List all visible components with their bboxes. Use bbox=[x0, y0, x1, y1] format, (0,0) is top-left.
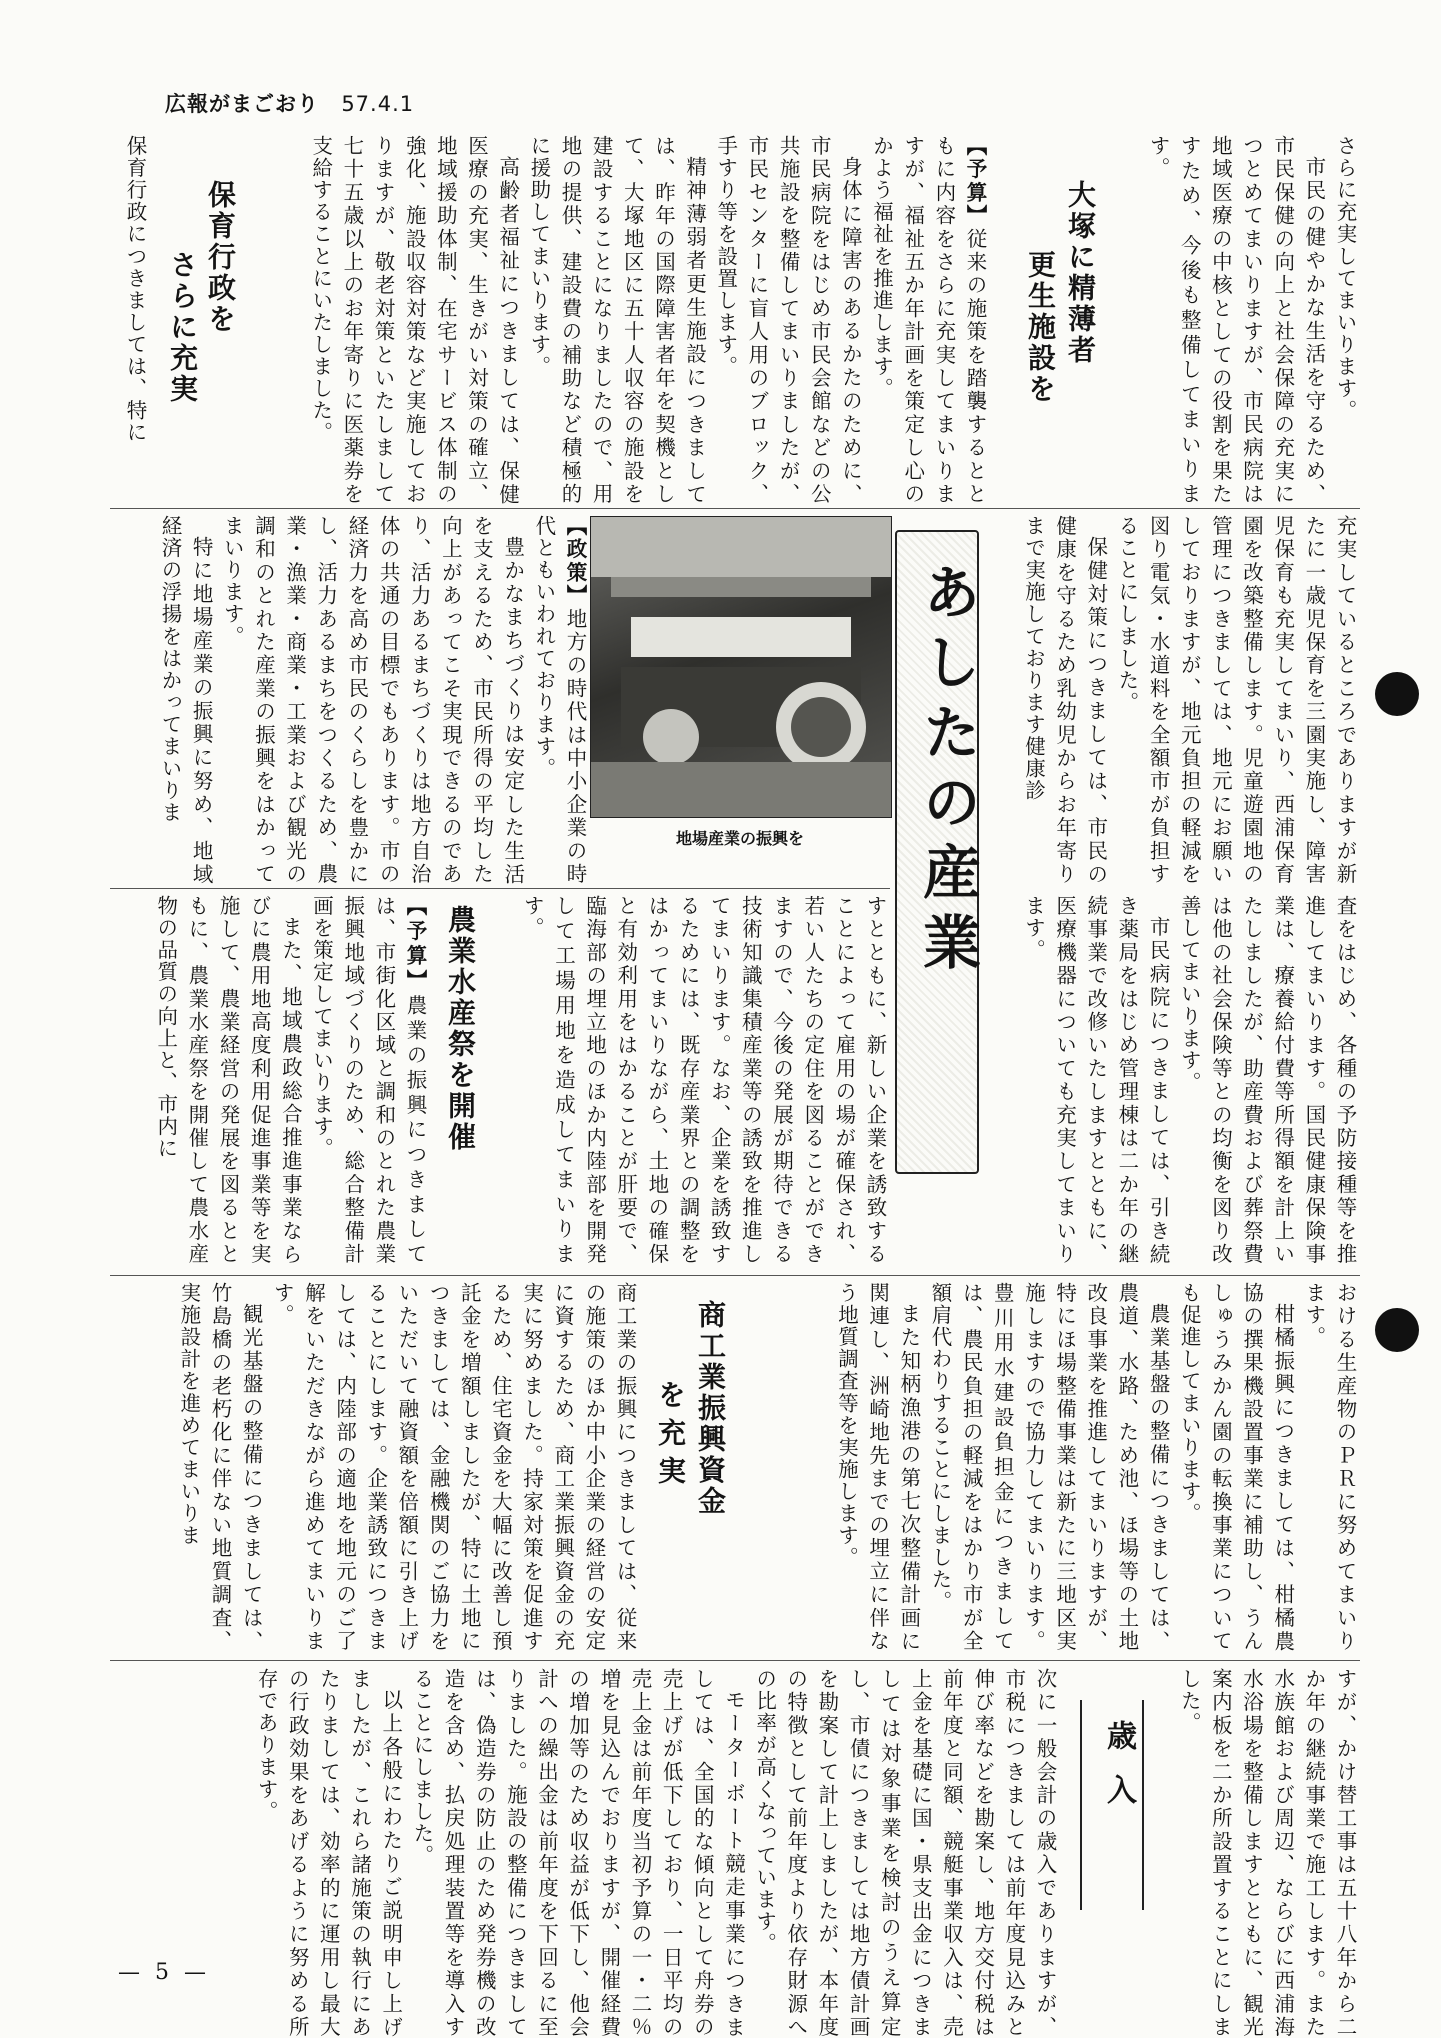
issue-date: 57.4.1 bbox=[341, 92, 415, 116]
factory-photo bbox=[590, 516, 892, 818]
paragraph: 保育行政につきましては、特に bbox=[123, 135, 147, 444]
revenue-heading-box bbox=[1080, 1700, 1144, 1910]
paragraph: また、地域農政総合推進事業ならびに農用地高度利用促進事業等を実施して、農業経営の発展を図るとともに、農業水産祭を開催して農水産物の品質の向上と、市内に bbox=[153, 895, 303, 1265]
section-divider bbox=[110, 1275, 1360, 1276]
section-divider bbox=[110, 1660, 1360, 1661]
paragraph: 市民病院につきましては、引き続き薬局をはじめ管理棟は二か年の継続事業で改修いたしますとともに、医療機器についても充実してまいります。 bbox=[1021, 895, 1171, 1265]
publication-header bbox=[165, 88, 414, 118]
article-column bbox=[110, 1282, 640, 1652]
paragraph: すが、かけ替工事は五十八年から二か年の継続事業で施工します。また水族館および周辺、ならびに西浦海水浴場を整備しますとともに、観光案内板を二か所設置することにしました。 bbox=[1177, 1668, 1357, 2038]
paragraph: 農業の振興につきましては、市街化区域と調和のとれた農業振興地域づくりのため、総合整備計画を策定してまいります。 bbox=[309, 895, 427, 1265]
paragraph: おける生産物のＰＲに努めてまいります。 bbox=[1301, 1282, 1357, 1652]
feature-title-box bbox=[895, 530, 979, 1174]
paragraph: 柑橘振興につきましては、柑橘農協の撰果機設置事業に補助し、うんしゅうみかん園の転換事業についても促進してまいります。 bbox=[1177, 1282, 1295, 1652]
paragraph: 保健対策につきましては、市民の健康を守るため乳幼児からお年寄りまで実施しております健康診 bbox=[1021, 515, 1108, 885]
section-divider bbox=[110, 508, 1360, 509]
paragraph: 従来の施策を踏襲するとともに内容をさらに充実してまいりますが、福祉五か年計画を策定し心のかよう福祉を推進します。 bbox=[869, 135, 987, 505]
binding-hole-icon bbox=[1375, 672, 1419, 716]
loom-machine-photo-icon bbox=[591, 517, 891, 817]
heading-otsuka-1: 大塚に精薄者 bbox=[1064, 180, 1097, 366]
paragraph: 充実しているところでありますが新たに一歳児保育を三園実施し、障害児保育も充実してまいり、西浦保育園を改築整備します。児童遊園地の管理につきましては、地元にお願いしておりますが、地元負担の軽減を図り電気・水道料を全額市が負担することにしました。 bbox=[1114, 515, 1357, 885]
budget-tag: 【予算】 bbox=[963, 135, 987, 228]
paragraph: 市民の健やかな生活を守るため、市民保健の向上と社会保障の充実につとめてまいりますが、市民病院は地域医療の中核としての役割を果たすため、今後も整備してまいります。 bbox=[1146, 135, 1326, 505]
paragraph: 商工業の振興につきましては、従来の施策のほか中小企業の経営の安定に資するため、商工業振興資金の充実に努めました。持家対策を促進するため、住宅資金を大幅に改善し預託金を増額しましたが、特に土地につきましては、金融機関のご協力をいただいて融資額を倍額に引き上げることにします。企業誘致につきましては、内陸部の適地を地元のご了解をいただきながら進めてまいります。 bbox=[270, 1282, 637, 1652]
article-column bbox=[110, 135, 990, 505]
budget-tag: 【予算】 bbox=[403, 895, 427, 995]
paragraph: 精神薄弱者更生施設につきましては、昨年の国際障害者年を契機として、大塚地区に五十人収容の施設を建設することになりましたので、用地の提供、建設費の補助など積極的に援助してまいります。 bbox=[526, 135, 707, 505]
article-column bbox=[110, 895, 430, 1265]
paragraph: 以上各般にわたりご説明申し上げましたが、これら諸施策の執行にあたりましては、効率的に運用し最大の行政効果をあげるように努める所存であります。 bbox=[254, 1668, 403, 2038]
paragraph: 身体に障害のあるかたのために、市民病院をはじめ市民会館などの公共施設を整備してまいりましたが、市民センターに盲人用のブロック、手すり等を設置します。 bbox=[713, 135, 863, 505]
binding-hole-icon bbox=[1375, 1308, 1419, 1352]
article-column bbox=[110, 135, 150, 505]
paragraph: さらに充実してまいります。 bbox=[1333, 135, 1357, 422]
paragraph: 特に地場産業の振興に努め、地域経済の浮揚をはかってまいりま bbox=[157, 515, 214, 885]
paragraph: 査をはじめ、各種の予防接種等を推進してまいります。国民健康保険事業は、療養給付費等所得額を計上いたしましたが、助産費および葬祭費は他の社会保険等との均衡を図り改善してまいります。 bbox=[1177, 895, 1357, 1265]
policy-tag: 【政策】 bbox=[563, 515, 587, 608]
paragraph: 地方の時代は中小企業の時代ともいわれております。 bbox=[531, 515, 587, 885]
paragraph: 高齢者福祉につきましては、保健医療の充実、生きがい対策の確立、地域援助体制、在宅サービス体制の強化、施設収容対策など実施しておりますが、敬老対策といたしまして七十五歳以上のお年寄りに医薬券を支給することにいたしました。 bbox=[308, 135, 520, 505]
heading-hoiku-1: 保育行政を bbox=[204, 180, 237, 335]
paragraph: また知柄漁港の第七次整備計画に関連し、洲崎地先までの埋立に伴なう地質調査等を実施します。 bbox=[834, 1282, 921, 1652]
heading-hoiku-2: さらに充実 bbox=[166, 250, 199, 405]
paragraph: すとともに、新しい企業を誘致することによって雇用の場が確保され、若い人たちの定住を図ることができますので、今後の発展が期待できる技術知識集積産業等の誘致を推進してまいります。なお、企業を誘致するためには、既存産業界との調整をはかってまいりながら、土地の確保と有効利用をはかることが肝要で、臨海部の埋立地のほか内陸部を開発して工場用地を造成してまいります。 bbox=[520, 895, 887, 1265]
article-column bbox=[1165, 1668, 1360, 2038]
heading-otsuka-2: 更生施設を bbox=[1024, 250, 1057, 405]
heading-shoko-2: を充実 bbox=[654, 1380, 687, 1494]
paragraph: 農業基盤の整備につきましては、農道、水路、ため池、ほ場等の土地改良事業を推進してまいりますが、特にほ場整備事業は新たに三地区実施しますので協力してまいります。豊川用水建設負担金につきましては、農民負担の軽減をはかり市が全額肩代わりすることにしました。 bbox=[927, 1282, 1171, 1652]
article-column bbox=[490, 895, 890, 1265]
article-column bbox=[740, 1282, 1360, 1652]
page-number: — 5 — bbox=[118, 1960, 210, 1985]
heading-shoko-1: 商工業振興資金 bbox=[694, 1300, 727, 1517]
feature-title: あしたの産業 bbox=[913, 562, 981, 982]
article-column bbox=[985, 515, 1360, 885]
paragraph: 次に一般会計の歳入でありますが、市税につきましては前年度見込みと伸び率などを勘案し、地方交付税は前年度と同額、競艇事業収入は、売上金を基礎に国・県支出金につきましては対象事業を検討のうえ算定し、市債につきましては地方債計画を勘案して計上しましたが、本年度の特徴として前年度より依存財源への比率が高くなっています。 bbox=[752, 1668, 1057, 2038]
heading-sainyu: 歳入 bbox=[1101, 1720, 1136, 1828]
photo-caption: 地場産業の振興を bbox=[675, 829, 804, 848]
section-divider bbox=[110, 888, 890, 889]
paragraph: 豊かなまちづくりは安定した生活を支えるため、市民所得の平均した向上があってこそ実現できるのであり、活力あるまちづくりは地方自治体の共通の目標でもあります。市の経済力を高め市民のくらしを豊かにし、活力あるまちをつくるため、農業・漁業・商業・工業および観光の調和のとれた産業の振興をはかってまいります。 bbox=[220, 515, 525, 885]
article-column bbox=[985, 895, 1360, 1265]
paragraph: 観光基盤の整備につきましては、竹島橋の老朽化に伴ない地質調査、実施設計を進めてまいりま bbox=[176, 1282, 264, 1652]
article-column bbox=[110, 515, 590, 885]
publication-name: 広報がまごおり bbox=[165, 92, 319, 116]
paragraph: モーターボート競走事業につきましては、全国的な傾向として舟券の売上げが低下しており、一日平均の売上金は前年度当初予算の一・二％増を見込んでおりますが、開催経費の増加等のため収益が低下し、他会計への繰出金は前年度を下回るに至りました。施設の整備につきましては、偽造券の防止のため発券機の改造を含め、払戻処理装置等を導入することにしました。 bbox=[409, 1668, 746, 2038]
article-column bbox=[110, 1668, 1060, 2038]
heading-nogyo: 農業水産祭を開催 bbox=[444, 905, 477, 1153]
